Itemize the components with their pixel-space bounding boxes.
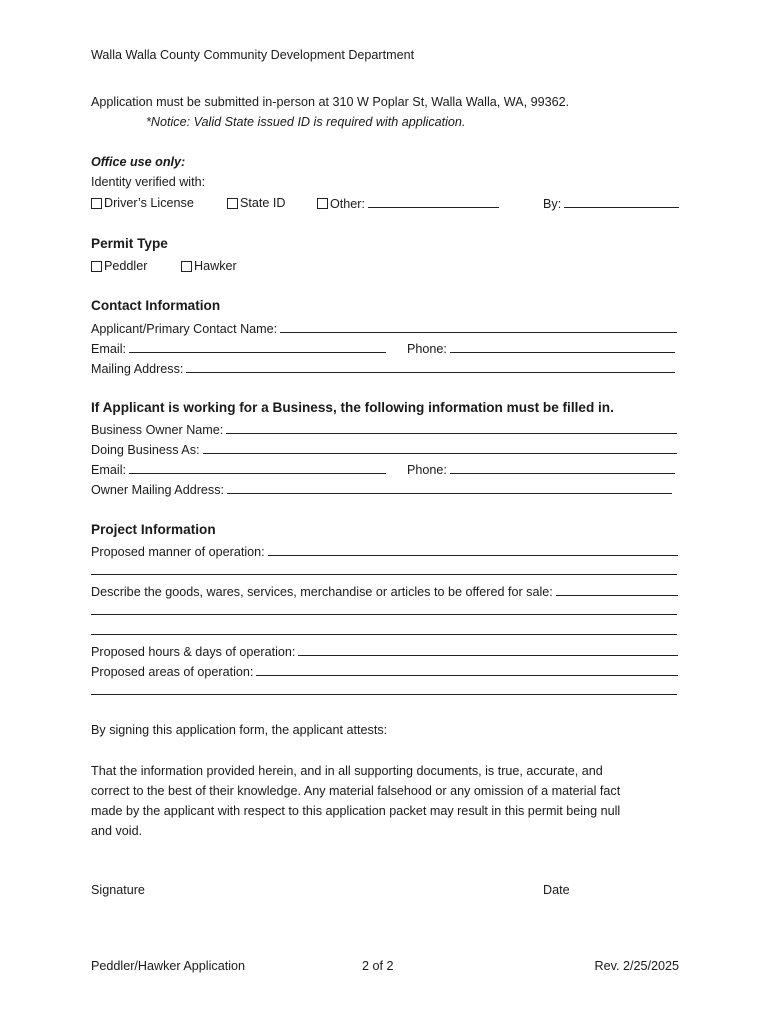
hawker-checkbox[interactable] [181, 261, 192, 272]
submission-instructions: Application must be submitted in-person at 310 W Poplar St, Walla Walla, WA, 99362. [91, 95, 570, 109]
drivers-license-option[interactable] [91, 195, 194, 211]
applicant-name-field[interactable] [91, 320, 677, 337]
footer-revision: Rev. 2/25/2025 [594, 959, 679, 973]
hours-of-operation-field[interactable] [91, 643, 678, 660]
owner-mailing-label: Owner Mailing Address: [91, 483, 224, 497]
business-phone-label: Phone: [407, 463, 447, 477]
other-id-field[interactable] [317, 195, 499, 212]
date-label: Date [543, 883, 570, 897]
contact-email-label: Email: [91, 342, 126, 356]
contact-phone-field[interactable] [407, 340, 675, 357]
contact-email-field[interactable] [91, 340, 386, 357]
attestation-intro: By signing this application form, the applicant attests: [91, 723, 388, 737]
permit-type-title: Permit Type [91, 236, 168, 251]
verified-by-line[interactable] [564, 195, 679, 208]
business-owner-label: Business Owner Name: [91, 423, 224, 437]
doing-business-as-label: Doing Business As: [91, 443, 200, 457]
department-header: Walla Walla County Community Development Department [91, 48, 415, 62]
manner-of-operation-line[interactable] [268, 543, 678, 556]
goods-description-field[interactable] [91, 583, 678, 600]
state-id-checkbox[interactable] [227, 198, 238, 209]
manner-of-operation-label: Proposed manner of operation: [91, 545, 265, 559]
business-phone-field[interactable] [407, 461, 675, 478]
business-owner-field[interactable] [91, 421, 677, 438]
applicant-name-label: Applicant/Primary Contact Name: [91, 322, 278, 336]
footer-form-name: Peddler/Hawker Application [91, 959, 246, 973]
office-use-title: Office use only: [91, 155, 186, 169]
mailing-address-field[interactable] [91, 360, 675, 377]
attestation-line: correct to the best of their knowledge. Any material falsehood or any omission of a material fact [91, 784, 621, 798]
business-owner-line[interactable] [226, 421, 677, 434]
contact-info-title: Contact Information [91, 298, 221, 313]
doing-business-as-line[interactable] [203, 441, 677, 454]
hours-of-operation-label: Proposed hours & days of operation: [91, 645, 296, 659]
peddler-option[interactable] [91, 258, 147, 274]
business-email-line[interactable] [129, 461, 386, 474]
manner-of-operation-field[interactable] [91, 543, 678, 560]
other-id-label: Other: [330, 197, 365, 211]
signature-label: Signature [91, 883, 145, 897]
hours-of-operation-line[interactable] [298, 643, 678, 656]
attestation-line: That the information provided herein, and in all supporting documents, is true, accurate, and [91, 764, 603, 778]
business-email-label: Email: [91, 463, 126, 477]
business-section-title: If Applicant is working for a Business, the following information must be filled in. [91, 400, 614, 415]
contact-phone-line[interactable] [450, 340, 675, 353]
manner-continuation-line[interactable] [91, 574, 677, 575]
hawker-label: Hawker [194, 259, 237, 273]
verified-by-label: By: [543, 197, 562, 211]
goods-continuation-line-1[interactable] [91, 614, 677, 615]
doing-business-as-field[interactable] [91, 441, 677, 458]
goods-description-label: Describe the goods, wares, services, merchandise or articles to be offered for sale: [91, 585, 553, 599]
areas-of-operation-field[interactable] [91, 663, 678, 680]
goods-description-line[interactable] [556, 583, 678, 596]
verified-by-field[interactable] [543, 195, 679, 212]
goods-continuation-line-2[interactable] [91, 634, 677, 635]
mailing-address-label: Mailing Address: [91, 362, 184, 376]
applicant-name-line[interactable] [280, 320, 677, 333]
other-id-checkbox[interactable] [317, 198, 328, 209]
state-id-option[interactable] [227, 195, 286, 211]
identity-verified-label: Identity verified with: [91, 175, 206, 189]
attestation-line: and void. [91, 824, 143, 838]
attestation-line: made by the applicant with respect to this application packet may result in this permit being null [91, 804, 621, 818]
state-id-label: State ID [240, 196, 286, 210]
owner-mailing-line[interactable] [227, 481, 672, 494]
business-phone-line[interactable] [450, 461, 675, 474]
areas-of-operation-line[interactable] [256, 663, 678, 676]
mailing-address-line[interactable] [186, 360, 675, 373]
project-info-title: Project Information [91, 522, 216, 537]
drivers-license-label: Driver’s License [104, 196, 194, 210]
peddler-checkbox[interactable] [91, 261, 102, 272]
contact-phone-label: Phone: [407, 342, 447, 356]
areas-continuation-line[interactable] [91, 694, 677, 695]
peddler-label: Peddler [104, 259, 148, 273]
id-notice: *Notice: Valid State issued ID is required with application. [146, 115, 466, 129]
drivers-license-checkbox[interactable] [91, 198, 102, 209]
areas-of-operation-label: Proposed areas of operation: [91, 665, 254, 679]
contact-email-line[interactable] [129, 340, 386, 353]
owner-mailing-field[interactable] [91, 481, 672, 498]
business-email-field[interactable] [91, 461, 386, 478]
hawker-option[interactable] [181, 258, 237, 274]
other-id-line[interactable] [368, 195, 499, 208]
footer-page-number: 2 of 2 [362, 959, 394, 973]
